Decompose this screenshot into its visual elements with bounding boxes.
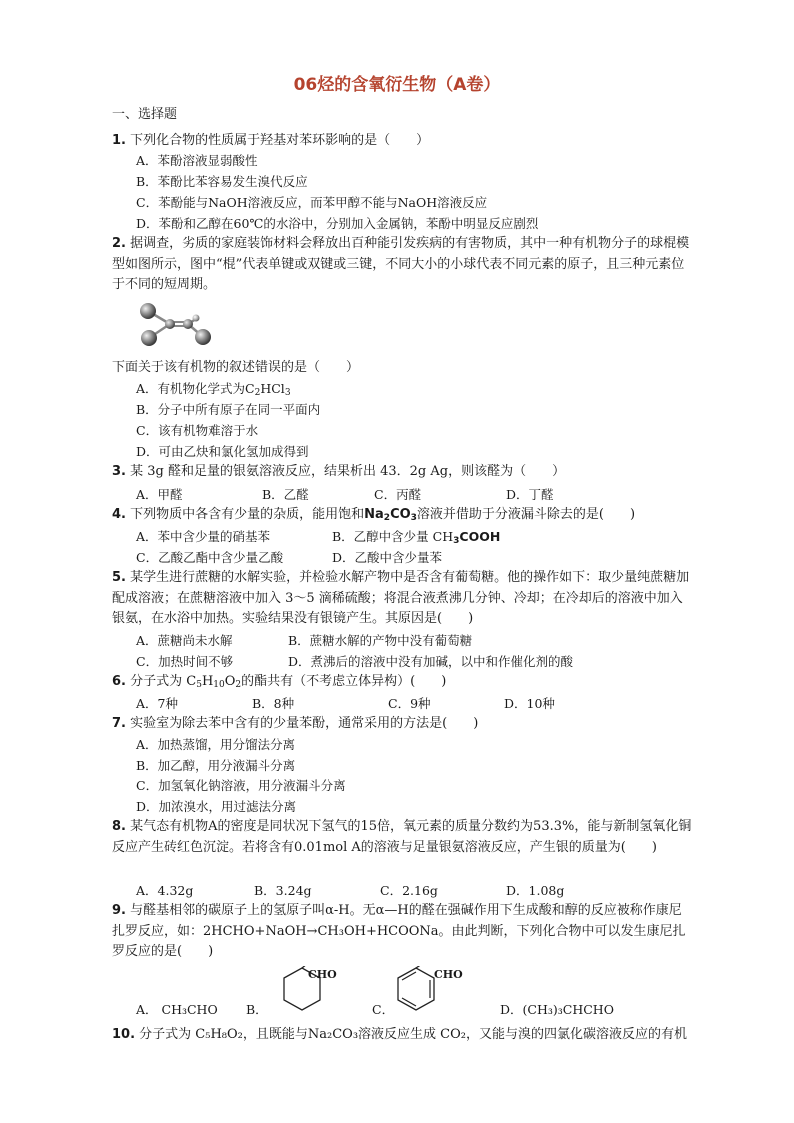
question-number: 4. bbox=[112, 507, 126, 522]
q8-option-b: B．3.24g bbox=[254, 883, 312, 898]
question-number: 1. bbox=[112, 133, 126, 148]
question-text: 某气态有机物A的密度是同状况下氢气的15倍，氧元素的质量分数约为53.3%，能与新制氢氧化铜反应产生砖红色沉淀。若将含有0.01mol A的溶液与足量银氨溶液反应，产生银的质量为( ) bbox=[112, 819, 692, 855]
question-text: 与醛基相邻的碳原子上的氢原子叫α-H。无α—H的醛在强碱作用下生成酸和醇的反应被称作康尼扎罗反应，如：2HCHO+NaOH→CH₃OH+HCOONa。由此判断，下列化合物中可以发生康尼扎罗反应的是( ) bbox=[112, 903, 686, 959]
question-1-stem bbox=[112, 131, 692, 152]
q7-option-a: A．加热蒸馏，用分馏法分离 bbox=[136, 737, 296, 752]
question-3-stem bbox=[112, 462, 692, 483]
page-title: 06烃的含氧衍生物（A卷） bbox=[293, 75, 501, 95]
question-10-stem bbox=[112, 1025, 692, 1046]
question-text: 某 3g 醛和足量的银氨溶液反应，结果析出 43．2g Ag，则该醛为（ ） bbox=[130, 464, 566, 479]
q8-option-c: C．2.16g bbox=[380, 883, 438, 898]
q9-c-cho-label: CHO bbox=[434, 968, 463, 981]
question-text: 下列化合物的性质属于羟基对苯环影响的是（ ） bbox=[130, 133, 430, 148]
question-2-ask: 下面关于该有机物的叙述错误的是（ ） bbox=[112, 360, 360, 375]
q4-option-c: C．乙酸乙酯中含少量乙酸 bbox=[136, 550, 284, 565]
q9-option-c-label: C． bbox=[372, 1002, 395, 1017]
question-2-stem bbox=[112, 234, 692, 296]
section-heading: 一、选择题 bbox=[112, 107, 178, 122]
question-text: 分子式为 C₅H₈O₂，且既能与Na₂CO₃溶液反应生成 CO₂，又能与溴的四氯化碳溶液反应的有机 bbox=[139, 1027, 687, 1042]
q7-option-d: D．加浓溴水，用过滤法分离 bbox=[136, 799, 297, 814]
q9-b-cho-label: CHO bbox=[308, 968, 337, 981]
q6-option-c: C．9种 bbox=[388, 696, 431, 711]
q3-option-b: B．乙醛 bbox=[262, 487, 309, 502]
q5-option-d: D．煮沸后的溶液中没有加碱，以中和作催化剂的酸 bbox=[288, 654, 574, 669]
question-text: 据调查，劣质的家庭装饰材料会释放出百种能引发疾病的有害物质，其中一种有机物分子的球棍模型如图所示，图中“棍”代表单键或双键或三键，不同大小的小球代表不同元素的原子，且三种元素位于不同的短周期。 bbox=[112, 236, 690, 292]
q4-option-a: A．苯中含少量的硝基苯 bbox=[136, 529, 271, 544]
q9-option-b-label: B． bbox=[246, 1002, 268, 1017]
question-5-stem bbox=[112, 568, 692, 630]
question-number: 10. bbox=[112, 1027, 136, 1042]
question-number: 9. bbox=[112, 903, 126, 918]
question-number: 2. bbox=[112, 236, 126, 251]
question-8-stem bbox=[112, 817, 692, 858]
question-4-stem: 4. 下列物质中各含有少量的杂质，能用饱和$Na_2CO_3$溶液并借助于分液漏斗除去的是( ) bbox=[112, 507, 636, 523]
question-7-stem bbox=[112, 714, 692, 735]
question-number: 3. bbox=[112, 464, 126, 479]
q7-option-b: B．加乙醇，用分液漏斗分离 bbox=[136, 758, 296, 773]
q7-option-c: C．加氢氧化钠溶液，用分液漏斗分离 bbox=[136, 778, 346, 793]
question-9-stem bbox=[112, 901, 692, 963]
question-number: 8. bbox=[112, 819, 126, 834]
question-number: 6. bbox=[112, 674, 126, 689]
q3-option-d: D．丁醛 bbox=[506, 487, 554, 502]
q2-option-a: A．有机物化学式为$C_2HCl_3$ bbox=[136, 381, 291, 398]
q5-option-c: C．加热时间不够 bbox=[136, 654, 234, 669]
q2-option-c: C．该有机物难溶于水 bbox=[136, 423, 259, 438]
q9-option-a: A． CH₃CHO bbox=[136, 1002, 218, 1017]
question-number: 7. bbox=[112, 716, 126, 731]
q1-option-d: D．苯酚和乙醇在60℃的水浴中，分别加入金属钠，苯酚中明显反应剧烈 bbox=[136, 216, 539, 231]
q2-option-d: D．可由乙炔和氯化氢加成得到 bbox=[136, 444, 309, 459]
q6-option-a: A．7种 bbox=[136, 696, 178, 711]
q3-option-c: C．丙醛 bbox=[374, 487, 422, 502]
q4-option-b: B．乙醇中含少量 $CH_3COOH$ bbox=[332, 529, 501, 546]
q5-option-b: B．蔗糖水解的产物中没有葡萄糖 bbox=[288, 633, 473, 648]
q1-option-b: B．苯酚比苯容易发生溴代反应 bbox=[136, 174, 308, 189]
q6-option-d: D．10种 bbox=[504, 696, 555, 711]
question-text: 实验室为除去苯中含有的少量苯酚，通常采用的方法是( ) bbox=[130, 716, 479, 731]
ball-and-stick-model-image bbox=[136, 300, 216, 346]
q4-option-d: D．乙酸中含少量苯 bbox=[332, 550, 443, 565]
q1-option-a: A．苯酚溶液显弱酸性 bbox=[136, 153, 258, 168]
question-number: 5. bbox=[112, 570, 126, 585]
question-text: 某学生进行蔗糖的水解实验，并检验水解产物中是否含有葡萄糖。他的操作如下：取少量纯蔗糖加配成溶液；在蔗糖溶液中加入 3～5 滴稀硫酸；将混合液煮沸几分钟、冷却；在冷却后的溶液中加入银氨，在水浴中加热。实验结果没有银镜产生。其原因是( ) bbox=[112, 570, 690, 626]
q8-option-d: D．1.08g bbox=[506, 883, 565, 898]
q9-option-d: D．(CH₃)₃CHCHO bbox=[500, 1002, 614, 1017]
q5-option-a: A．蔗糖尚未水解 bbox=[136, 633, 233, 648]
q8-option-a: A．4.32g bbox=[136, 883, 194, 898]
q2-option-b: B．分子中所有原子在同一平面内 bbox=[136, 402, 321, 417]
q1-option-c: C．苯酚能与NaOH溶液反应，而苯甲醇不能与NaOH溶液反应 bbox=[136, 195, 488, 210]
q6-option-b: B．8种 bbox=[252, 696, 295, 711]
question-6-stem: 6. 分子式为 $C_5H_{10}O_2$的酯共有（不考虑立体异构）( ) bbox=[112, 674, 447, 690]
q3-option-a: A．甲醛 bbox=[136, 487, 183, 502]
